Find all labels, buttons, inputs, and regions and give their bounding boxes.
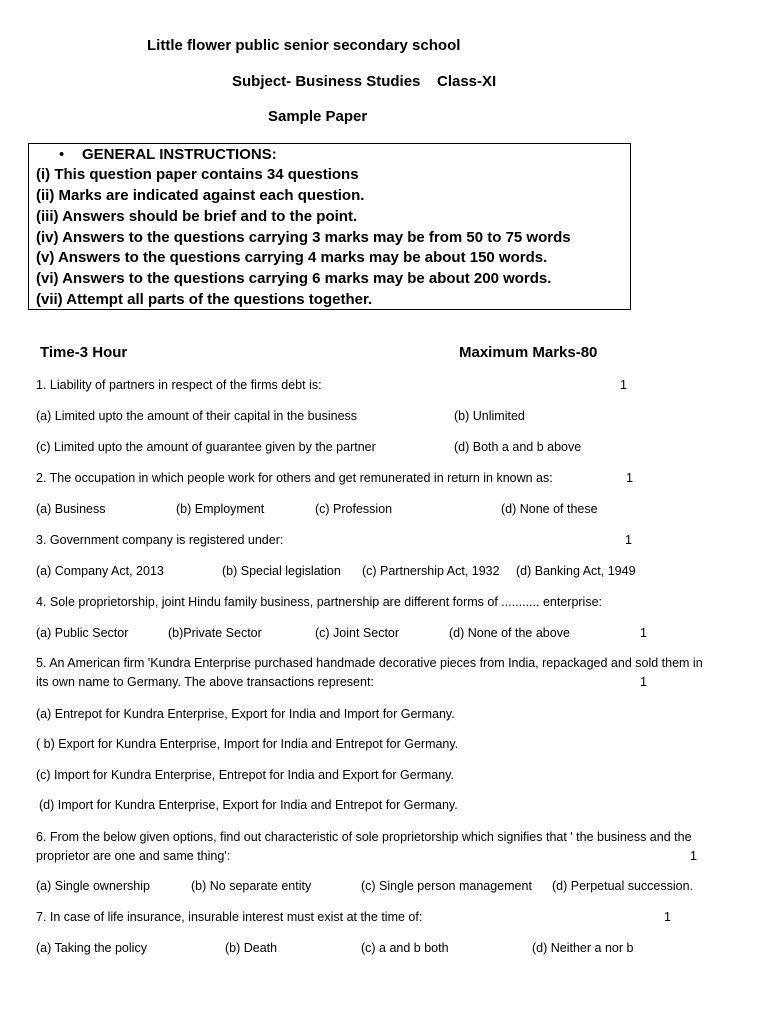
bullet-icon: • (59, 146, 65, 163)
question-marks: 1 (640, 626, 647, 640)
option-b: (b) Special legislation (222, 564, 341, 578)
instructions-box (28, 143, 631, 310)
option-b: (b) Death (225, 941, 278, 955)
option-a: (a) Entrepot for Kundra Enterprise, Export for India and Import for Germany. (36, 707, 455, 721)
option-a: (a) Taking the policy (36, 941, 147, 955)
option-a: (a) Company Act, 2013 (36, 564, 164, 578)
question-marks: 1 (625, 533, 632, 547)
question-text: 4. Sole proprietorship, joint Hindu family business, partnership are different forms of ........... enterprise: (36, 595, 603, 609)
instruction-item: (iv) Answers to the questions carrying 3 marks may be from 50 to 75 words (36, 229, 571, 246)
question-text: 6. From the below given options, find out characteristic of sole proprietorship which signifies that ' the business and the (36, 830, 692, 844)
instruction-item: (ii) Marks are indicated against each question. (36, 187, 365, 204)
option-a: (a) Limited upto the amount of their capital in the business (36, 409, 358, 423)
question-text: 5. An American firm 'Kundra Enterprise purchased handmade decorative pieces from India, repackaged and sold them in (36, 656, 703, 670)
option-c: (c) Import for Kundra Enterprise, Entrepot for India and Export for Germany. (36, 768, 455, 782)
question-marks: 1 (664, 910, 671, 924)
question-marks: 1 (620, 378, 627, 392)
option-d: (d) Neither a nor b (532, 941, 634, 955)
option-c: (c) Limited upto the amount of guarantee given by the partner (36, 440, 376, 454)
time-label: Time-3 Hour (40, 344, 128, 361)
option-d: (d) Import for Kundra Enterprise, Export for India and Entrepot for Germany. (39, 798, 458, 812)
option-d: (d) None of these (501, 502, 598, 516)
question-text: 1. Liability of partners in respect of the firms debt is: (36, 378, 322, 392)
instruction-item: (i) This question paper contains 34 questions (36, 166, 359, 183)
option-c: (c) Joint Sector (315, 626, 400, 640)
instruction-item: (vii) Attempt all parts of the questions together. (36, 291, 373, 308)
option-b: (b)Private Sector (168, 626, 262, 640)
question-marks: 1 (640, 675, 647, 689)
option-a: (a) Public Sector (36, 626, 129, 640)
option-c: (c) Partnership Act, 1932 (362, 564, 500, 578)
option-c: (c) Single person management (361, 879, 532, 893)
option-b: (b) Unlimited (454, 409, 525, 423)
class-label: Class-XI (437, 73, 497, 90)
question-marks: 1 (690, 849, 697, 863)
option-a: (a) Single ownership (36, 879, 150, 893)
subject-title: Subject- Business Studies (232, 73, 421, 90)
option-c: (c) a and b both (361, 941, 449, 955)
option-b: (b) Employment (176, 502, 265, 516)
question-text: 2. The occupation in which people work for others and get remunerated in return in known as: (36, 471, 553, 485)
option-b: ( b) Export for Kundra Enterprise, Import for India and Entrepot for Germany. (36, 737, 459, 751)
option-c: (c) Profession (315, 502, 393, 516)
paper-title: Sample Paper (268, 108, 368, 125)
question-text: 3. Government company is registered under: (36, 533, 284, 547)
option-a: (a) Business (36, 502, 106, 516)
instruction-item: (iii) Answers should be brief and to the point. (36, 208, 358, 225)
question-text-cont: proprietor are one and same thing': (36, 849, 231, 863)
option-d: (d) Both a and b above (454, 440, 582, 454)
question-text-cont: its own name to Germany. The above transactions represent: (36, 675, 374, 689)
instruction-item: (v) Answers to the questions carrying 4 marks may be about 150 words. (36, 249, 548, 266)
option-d: (d) Banking Act, 1949 (516, 564, 636, 578)
option-d: (d) Perpetual succession. (552, 879, 694, 893)
question-text: 7. In case of life insurance, insurable interest must exist at the time of: (36, 910, 423, 924)
school-name: Little flower public senior secondary school (147, 37, 461, 54)
instructions-heading: GENERAL INSTRUCTIONS: (82, 146, 277, 163)
option-d: (d) None of the above (449, 626, 570, 640)
instruction-item: (vi) Answers to the questions carrying 6 marks may be about 200 words. (36, 270, 552, 287)
option-b: (b) No separate entity (191, 879, 312, 893)
max-marks-label: Maximum Marks-80 (459, 344, 598, 361)
question-marks: 1 (626, 471, 633, 485)
